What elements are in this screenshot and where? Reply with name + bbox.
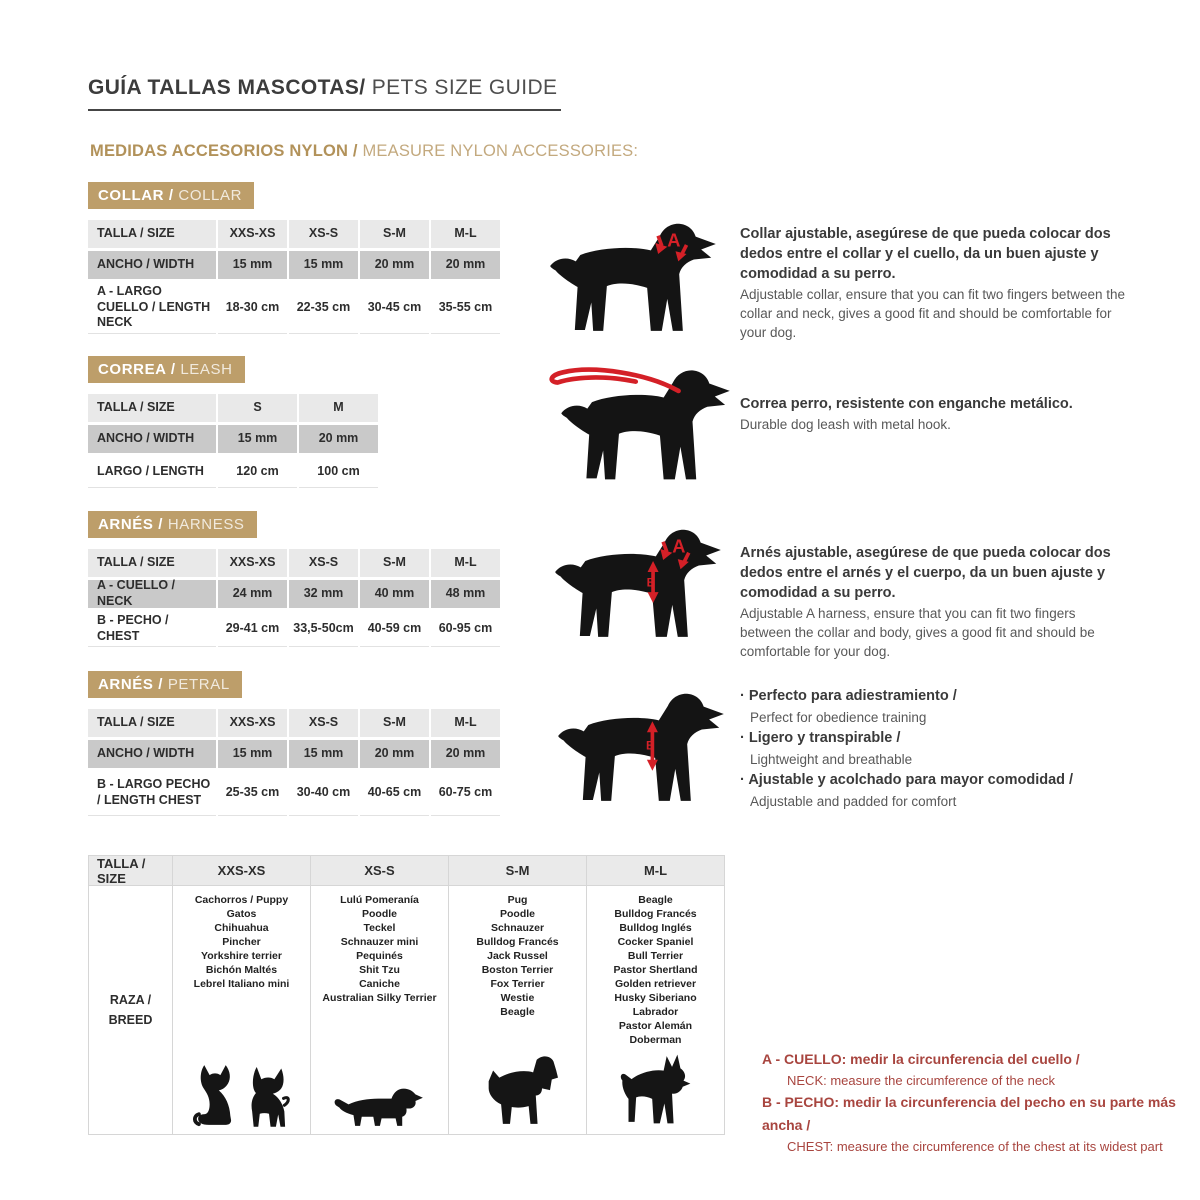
table-cell: 120 cm xyxy=(218,456,297,488)
breed-column-xs-s xyxy=(311,886,449,1135)
column-header: XS-S xyxy=(289,220,358,248)
table-header-row xyxy=(88,709,500,737)
breed-list xyxy=(476,893,558,1019)
column-header: S-M xyxy=(360,549,429,577)
section-header-petral-es: ARNÉS / xyxy=(98,676,164,693)
breed-item: Shit Tzu xyxy=(359,964,400,976)
column-header: M-L xyxy=(431,709,500,737)
doberman-silhouette xyxy=(616,1047,696,1131)
svg-text:B: B xyxy=(645,738,655,753)
svg-text:B: B xyxy=(646,575,656,590)
breed-item: Chihuahua xyxy=(214,922,269,934)
table-cell: 35-55 cm xyxy=(431,282,500,334)
column-header: S-M xyxy=(449,856,587,886)
harness-size-table xyxy=(88,549,500,650)
table-cell: 20 mm xyxy=(299,425,378,453)
column-header: TALLA / SIZE xyxy=(89,856,173,886)
table-cell: 40 mm xyxy=(360,580,429,608)
table-cell: 60-75 cm xyxy=(431,771,500,816)
dog-chest-strap-measure-diagram xyxy=(543,692,738,811)
breed-item: Schnauzer xyxy=(490,922,545,934)
page-subtitle-es: MEDIDAS ACCESORIOS NYLON / xyxy=(90,142,358,160)
table-row-width xyxy=(88,740,500,768)
column-header: XXS-XS xyxy=(218,220,287,248)
table-cell: 33,5-50cm xyxy=(289,611,358,647)
breed-item: Teckel xyxy=(363,922,396,934)
breed-item: Pastor Alemán xyxy=(618,1020,693,1032)
table-cell: 20 mm xyxy=(360,740,429,768)
column-header: S-M xyxy=(360,709,429,737)
section-header-leash-en: LEASH xyxy=(175,361,233,378)
table-cell: 25-35 cm xyxy=(218,771,287,816)
breed-item: Bulldog Francés xyxy=(476,936,559,948)
svg-text:A: A xyxy=(667,229,681,251)
feature-es: · Ajustable y acolchado para mayor comodidad / xyxy=(740,770,1140,792)
breed-item: Poodle xyxy=(361,908,397,920)
table-cell: 40-59 cm xyxy=(360,611,429,647)
breed-column-s-m xyxy=(449,886,587,1135)
dog-with-leash-diagram xyxy=(532,363,732,484)
page-title xyxy=(88,76,561,111)
column-header: XS-S xyxy=(311,856,449,886)
column-header: TALLA / SIZE xyxy=(88,394,216,422)
schnauzer-silhouette xyxy=(478,1051,558,1131)
table-header-row xyxy=(88,394,378,422)
page-subtitle-en: MEASURE NYLON ACCESSORIES: xyxy=(357,142,639,160)
section-header-harness-es: ARNÉS / xyxy=(98,516,164,533)
table-cell: 20 mm xyxy=(431,251,500,279)
feature-en: Adjustable and padded for comfort xyxy=(750,793,957,809)
table-row-width xyxy=(88,251,500,279)
feature-item xyxy=(740,728,1140,770)
note-chest-en: CHEST: measure the circumference of the chest at its widest part xyxy=(787,1139,1163,1155)
row-label: A - CUELLO / NECK xyxy=(88,580,216,608)
row-label: A - LARGO CUELLO / LENGTH NECK xyxy=(88,282,216,334)
breed-item: Australian Silky Terrier xyxy=(322,992,437,1004)
breed-item: Lulú Pomeranía xyxy=(340,894,419,906)
column-header: TALLA / SIZE xyxy=(88,709,216,737)
row-label: B - LARGO PECHO / LENGTH CHEST xyxy=(88,771,216,816)
table-row-chest xyxy=(88,611,500,647)
breed-size-table xyxy=(88,855,725,1135)
table-cell: 20 mm xyxy=(431,740,500,768)
breed-item: Pastor Shertland xyxy=(613,964,698,976)
table-cell: 48 mm xyxy=(431,580,500,608)
table-cell: 18-30 cm xyxy=(218,282,287,334)
breed-item: Labrador xyxy=(632,1006,679,1018)
row-label: LARGO / LENGTH xyxy=(88,456,216,488)
breed-item: Bichón Maltés xyxy=(205,964,278,976)
column-header: XS-S xyxy=(289,549,358,577)
section-header-petral-en: PETRAL xyxy=(163,676,230,693)
column-header: S-M xyxy=(360,220,429,248)
breed-item: Poodle xyxy=(499,908,535,920)
breed-item: Cocker Spaniel xyxy=(617,936,694,948)
table-header-row xyxy=(88,549,500,577)
chihuahua-silhouette xyxy=(246,1065,292,1131)
collar-description xyxy=(740,224,1128,342)
table-cell: 15 mm xyxy=(218,425,297,453)
section-header-harness-en: HARNESS xyxy=(163,516,245,533)
breed-item: Bull Terrier xyxy=(627,950,684,962)
table-cell: 30-40 cm xyxy=(289,771,358,816)
breed-item: Doberman xyxy=(629,1034,682,1046)
dog-collar-neck-measure-diagram xyxy=(535,222,730,341)
table-cell: 32 mm xyxy=(289,580,358,608)
column-header: M xyxy=(299,394,378,422)
table-header-row xyxy=(88,220,500,248)
table-cell: 29-41 cm xyxy=(218,611,287,647)
leash-description-es: Correa perro, resistente con enganche metálico. xyxy=(740,396,1073,412)
table-cell: 40-65 cm xyxy=(360,771,429,816)
column-header: M-L xyxy=(431,220,500,248)
breed-list xyxy=(322,893,436,1005)
breed-item: Pequinés xyxy=(356,950,403,962)
feature-item xyxy=(740,770,1140,812)
column-header: TALLA / SIZE xyxy=(88,549,216,577)
section-header-collar-en: COLLAR xyxy=(173,187,243,204)
note-neck-es: A - CUELLO: medir la circunferencia del cuello / xyxy=(762,1051,1080,1067)
feature-en: Lightweight and breathable xyxy=(750,751,913,767)
measurement-notes xyxy=(762,1048,1200,1158)
section-header-petral xyxy=(88,671,242,698)
harness-description-en: Adjustable A harness, ensure that you can fit two fingers between the collar and body, gives a good fit and should be comfortable for your dog. xyxy=(740,606,1095,660)
feature-item xyxy=(740,686,1140,728)
table-cell: 30-45 cm xyxy=(360,282,429,334)
table-cell: 60-95 cm xyxy=(431,611,500,647)
svg-text:A: A xyxy=(672,535,686,557)
table-cell: 15 mm xyxy=(218,251,287,279)
column-header: XS-S xyxy=(289,709,358,737)
feature-en: Perfect for obedience training xyxy=(750,709,927,725)
column-header: XXS-XS xyxy=(218,549,287,577)
breed-item: Westie xyxy=(500,992,535,1004)
table-cell: 22-35 cm xyxy=(289,282,358,334)
table-row-width xyxy=(88,425,378,453)
cat-silhouette xyxy=(192,1059,238,1131)
breed-item: Bulldog Inglés xyxy=(619,922,692,934)
harness-description-es: Arnés ajustable, asegúrese de que pueda colocar dos dedos entre el arnés y el cuerpo, da un buen ajuste y comodidad a su perro. xyxy=(740,545,1111,601)
breed-row-label xyxy=(89,886,173,1135)
table-cell: 15 mm xyxy=(289,740,358,768)
section-header-leash-es: CORREA / xyxy=(98,361,176,378)
collar-description-es: Collar ajustable, asegúrese de que pueda colocar dos dedos entre el collar y el cuello, da un buen ajuste y comodidad a su perro. xyxy=(740,226,1111,282)
column-header: S xyxy=(218,394,297,422)
table-cell: 15 mm xyxy=(289,251,358,279)
column-header: XXS-XS xyxy=(173,856,311,886)
collar-size-table xyxy=(88,220,500,337)
section-header-collar-es: COLLAR / xyxy=(98,187,174,204)
column-header: XXS-XS xyxy=(218,709,287,737)
breed-item: Gatos xyxy=(226,908,257,920)
harness-description xyxy=(740,543,1128,661)
row-label: ANCHO / WIDTH xyxy=(88,425,216,453)
leash-description xyxy=(740,394,1128,434)
table-cell: 15 mm xyxy=(218,740,287,768)
breed-item: Pincher xyxy=(222,936,261,948)
section-header-collar xyxy=(88,182,254,209)
collar-description-en: Adjustable collar, ensure that you can fit two fingers between the collar and neck, gives a good fit and should be comfortable for your dog. xyxy=(740,287,1125,341)
page-subtitle xyxy=(90,142,638,161)
row-label: ANCHO / WIDTH xyxy=(88,251,216,279)
section-header-harness xyxy=(88,511,257,538)
breed-item: Yorkshire terrier xyxy=(201,950,282,962)
column-header: M-L xyxy=(431,549,500,577)
breed-item: Pug xyxy=(507,894,528,906)
breed-item: Boston Terrier xyxy=(481,964,554,976)
note-neck-en: NECK: measure the circumference of the neck xyxy=(787,1073,1056,1089)
column-header: M-L xyxy=(587,856,725,886)
breed-item: Beagle xyxy=(500,1006,535,1018)
leash-line xyxy=(552,370,679,391)
row-label: ANCHO / WIDTH xyxy=(88,740,216,768)
breed-column-xxs-xs xyxy=(173,886,311,1135)
breed-item: Schnauzer mini xyxy=(340,936,419,948)
breed-list xyxy=(194,893,290,991)
note-chest-es: B - PECHO: medir la circunferencia del pecho en su parte más ancha / xyxy=(762,1094,1176,1134)
breed-row-label-text: RAZA / BREED xyxy=(108,993,153,1027)
breed-item: Cachorros / Puppy xyxy=(194,894,289,906)
table-row-chest-length xyxy=(88,771,500,816)
breed-item: Caniche xyxy=(359,978,400,990)
breed-item: Beagle xyxy=(638,894,673,906)
breed-item: Jack Russel xyxy=(487,950,548,962)
table-cell: 24 mm xyxy=(218,580,287,608)
table-cell: 100 cm xyxy=(299,456,378,488)
breed-item: Husky Siberiano xyxy=(614,992,697,1004)
breed-item: Lebrel Italiano mini xyxy=(193,978,290,990)
table-cell: 20 mm xyxy=(360,251,429,279)
breed-column-m-l xyxy=(587,886,725,1135)
feature-es: · Perfecto para adiestramiento / xyxy=(740,686,1140,708)
dog-harness-neck-chest-measure-diagram xyxy=(540,528,735,647)
column-header: TALLA / SIZE xyxy=(88,220,216,248)
table-row-neck-length xyxy=(88,282,500,334)
leash-description-en: Durable dog leash with metal hook. xyxy=(740,417,951,432)
feature-es: · Ligero y transpirable / xyxy=(740,728,1140,750)
dachshund-silhouette xyxy=(332,1081,427,1131)
page-title-es: GUÍA TALLAS MASCOTAS/ xyxy=(88,76,366,99)
table-row-length xyxy=(88,456,378,488)
breed-item: Bulldog Francés xyxy=(614,908,697,920)
breed-item: Golden retriever xyxy=(614,978,697,990)
petral-feature-list xyxy=(740,686,1140,812)
section-header-leash xyxy=(88,356,245,383)
row-label: B - PECHO / CHEST xyxy=(88,611,216,647)
table-row-neck xyxy=(88,580,500,608)
leash-size-table xyxy=(88,394,378,491)
petral-size-table xyxy=(88,709,500,819)
breed-list xyxy=(613,893,697,1047)
page-title-en: PETS SIZE GUIDE xyxy=(365,76,558,99)
breed-item: Fox Terrier xyxy=(490,978,545,990)
